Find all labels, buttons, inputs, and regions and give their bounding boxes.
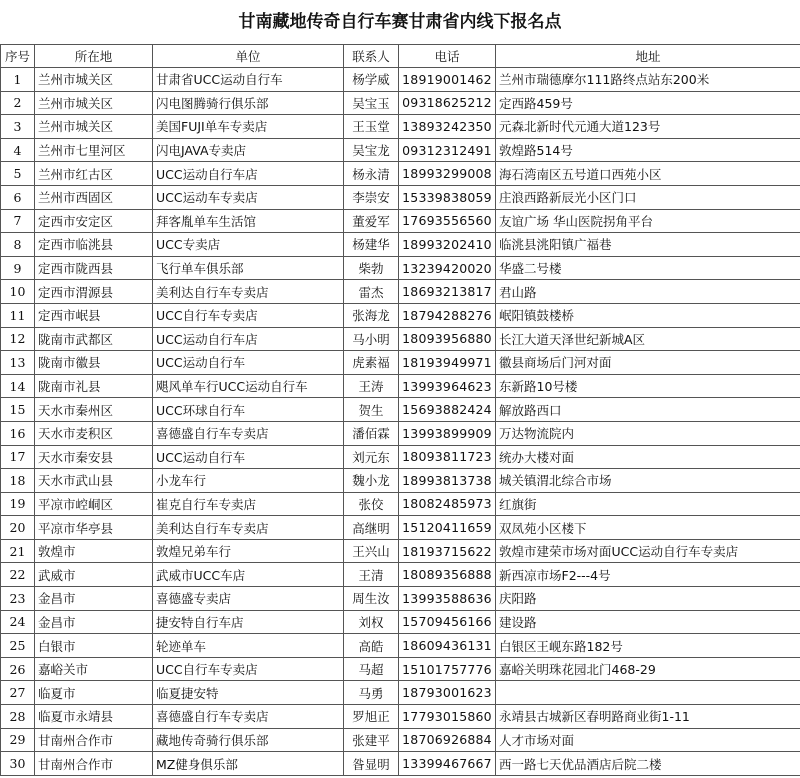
seq-cell: 11 [1, 303, 35, 327]
address-cell: 友谊广场 华山医院拐角平台 [496, 209, 800, 233]
contact-cell: 潘佰霖 [344, 421, 399, 445]
phone-cell: 18993202410 [399, 233, 496, 257]
phone-cell: 09318625212 [399, 91, 496, 115]
unit-cell: UCC运动车专卖店 [153, 185, 344, 209]
unit-cell: 捷安特自行车店 [153, 610, 344, 634]
phone-cell: 18793001623 [399, 681, 496, 705]
table-row [1, 516, 800, 540]
address-cell: 新西凉市场F2---4号 [496, 563, 800, 587]
location-cell: 兰州市城关区 [35, 115, 153, 139]
contact-cell: 贺生 [344, 398, 399, 422]
table-row [1, 138, 800, 162]
phone-cell: 18609436131 [399, 634, 496, 658]
location-cell: 天水市秦安县 [35, 445, 153, 469]
phone-cell: 18193715622 [399, 539, 496, 563]
location-cell: 甘南州合作市 [35, 752, 153, 776]
unit-cell: MZ健身俱乐部 [153, 752, 344, 776]
location-cell: 平凉市崆峒区 [35, 492, 153, 516]
table-row [1, 445, 800, 469]
phone-cell: 18193949971 [399, 351, 496, 375]
unit-cell: 美国FUJI单车专卖店 [153, 115, 344, 139]
table-row [1, 68, 800, 92]
location-cell: 定西市岷县 [35, 303, 153, 327]
table-row [1, 587, 800, 611]
contact-cell: 董爱军 [344, 209, 399, 233]
address-cell: 永靖县古城新区春明路商业街1-11 [496, 705, 800, 729]
contact-cell: 杨建华 [344, 233, 399, 257]
header-unit: 单位 [153, 45, 344, 68]
seq-cell: 10 [1, 280, 35, 304]
location-cell: 金昌市 [35, 610, 153, 634]
table-row [1, 681, 800, 705]
phone-cell: 15693882424 [399, 398, 496, 422]
table-row [1, 705, 800, 729]
unit-cell: 武威市UCC车店 [153, 563, 344, 587]
unit-cell: UCC专卖店 [153, 233, 344, 257]
table-row [1, 657, 800, 681]
location-cell: 天水市麦积区 [35, 421, 153, 445]
seq-cell: 9 [1, 256, 35, 280]
contact-cell: 张佼 [344, 492, 399, 516]
table-row [1, 610, 800, 634]
contact-cell: 刘元东 [344, 445, 399, 469]
address-cell [496, 681, 800, 705]
seq-cell: 19 [1, 492, 35, 516]
phone-cell: 15120411659 [399, 516, 496, 540]
unit-cell: 临夏捷安特 [153, 681, 344, 705]
seq-cell: 15 [1, 398, 35, 422]
table-row [1, 280, 800, 304]
phone-cell: 15101757776 [399, 657, 496, 681]
phone-cell: 13993588636 [399, 587, 496, 611]
address-cell: 兰州市瑞德摩尔111路终点站东200米 [496, 68, 800, 92]
unit-cell: 飞行单车俱乐部 [153, 256, 344, 280]
unit-cell: 敦煌兄弟车行 [153, 539, 344, 563]
location-cell: 兰州市红古区 [35, 162, 153, 186]
phone-cell: 18794288276 [399, 303, 496, 327]
table-row [1, 256, 800, 280]
address-cell: 人才市场对面 [496, 728, 800, 752]
address-cell: 统办大楼对面 [496, 445, 800, 469]
contact-cell: 马超 [344, 657, 399, 681]
address-cell: 嘉峪关明珠花园北门468-29 [496, 657, 800, 681]
location-cell: 临夏市永靖县 [35, 705, 153, 729]
contact-cell: 魏小龙 [344, 469, 399, 493]
location-cell: 定西市渭源县 [35, 280, 153, 304]
seq-cell: 29 [1, 728, 35, 752]
contact-cell: 杨永清 [344, 162, 399, 186]
contact-cell: 李崇安 [344, 185, 399, 209]
phone-cell: 13399467667 [399, 752, 496, 776]
header-contact: 联系人 [344, 45, 399, 68]
contact-cell: 吴宝龙 [344, 138, 399, 162]
contact-cell: 王涛 [344, 374, 399, 398]
seq-cell: 2 [1, 91, 35, 115]
seq-cell: 26 [1, 657, 35, 681]
phone-cell: 18089356888 [399, 563, 496, 587]
table-row [1, 185, 800, 209]
location-cell: 白银市 [35, 634, 153, 658]
contact-cell: 杨学威 [344, 68, 399, 92]
seq-cell: 20 [1, 516, 35, 540]
phone-cell: 18082485973 [399, 492, 496, 516]
contact-cell: 柴勃 [344, 256, 399, 280]
contact-cell: 昝显明 [344, 752, 399, 776]
address-cell: 华盛二号楼 [496, 256, 800, 280]
contact-cell: 王玉堂 [344, 115, 399, 139]
page-title: 甘南藏地传奇自行车赛甘肃省内线下报名点 [238, 12, 562, 32]
phone-cell: 18093956880 [399, 327, 496, 351]
unit-cell: UCC自行车专卖店 [153, 303, 344, 327]
table-row [1, 421, 800, 445]
contact-cell: 刘权 [344, 610, 399, 634]
seq-cell: 23 [1, 587, 35, 611]
unit-cell: 飓风单车行UCC运动自行车 [153, 374, 344, 398]
phone-cell: 13893242350 [399, 115, 496, 139]
phone-cell: 18093811723 [399, 445, 496, 469]
table-row [1, 469, 800, 493]
seq-cell: 5 [1, 162, 35, 186]
unit-cell: 喜德盛自行车专卖店 [153, 421, 344, 445]
location-cell: 陇南市武都区 [35, 327, 153, 351]
unit-cell: 崔克自行车专卖店 [153, 492, 344, 516]
location-cell: 嘉峪关市 [35, 657, 153, 681]
unit-cell: 闪电JAVA专卖店 [153, 138, 344, 162]
contact-cell: 雷杰 [344, 280, 399, 304]
contact-cell: 王兴山 [344, 539, 399, 563]
registration-points-table [0, 44, 800, 776]
location-cell: 甘南州合作市 [35, 728, 153, 752]
address-cell: 西一路七天优品酒店后院二楼 [496, 752, 800, 776]
phone-cell: 15709456166 [399, 610, 496, 634]
unit-cell: 甘肃省UCC运动自行车 [153, 68, 344, 92]
table-row [1, 351, 800, 375]
table-row [1, 563, 800, 587]
unit-cell: UCC运动自行车店 [153, 327, 344, 351]
table-row [1, 374, 800, 398]
phone-cell: 13993964623 [399, 374, 496, 398]
phone-cell: 17693556560 [399, 209, 496, 233]
table-row [1, 634, 800, 658]
location-cell: 兰州市城关区 [35, 68, 153, 92]
location-cell: 兰州市七里河区 [35, 138, 153, 162]
table-row [1, 728, 800, 752]
seq-cell: 7 [1, 209, 35, 233]
address-cell: 长江大道天泽世纪新城A区 [496, 327, 800, 351]
address-cell: 双凤苑小区楼下 [496, 516, 800, 540]
header-address: 地址 [496, 45, 800, 68]
address-cell: 君山路 [496, 280, 800, 304]
unit-cell: UCC运动自行车 [153, 351, 344, 375]
phone-cell: 18706926884 [399, 728, 496, 752]
phone-cell: 18993813738 [399, 469, 496, 493]
contact-cell: 马勇 [344, 681, 399, 705]
location-cell: 敦煌市 [35, 539, 153, 563]
phone-cell: 09312312491 [399, 138, 496, 162]
seq-cell: 12 [1, 327, 35, 351]
contact-cell: 王清 [344, 563, 399, 587]
address-cell: 岷阳镇鼓楼桥 [496, 303, 800, 327]
header-seq: 序号 [1, 45, 35, 68]
unit-cell: 喜德盛自行车专卖店 [153, 705, 344, 729]
seq-cell: 21 [1, 539, 35, 563]
location-cell: 平凉市华亭县 [35, 516, 153, 540]
unit-cell: 美利达自行车专卖店 [153, 516, 344, 540]
phone-cell: 18693213817 [399, 280, 496, 304]
seq-cell: 1 [1, 68, 35, 92]
contact-cell: 张海龙 [344, 303, 399, 327]
address-cell: 建设路 [496, 610, 800, 634]
address-cell: 海石湾南区五号道口西苑小区 [496, 162, 800, 186]
unit-cell: 藏地传奇骑行俱乐部 [153, 728, 344, 752]
contact-cell: 高皓 [344, 634, 399, 658]
seq-cell: 28 [1, 705, 35, 729]
address-cell: 城关镇渭北综合市场 [496, 469, 800, 493]
location-cell: 陇南市徽县 [35, 351, 153, 375]
contact-cell: 罗旭正 [344, 705, 399, 729]
unit-cell: UCC环球自行车 [153, 398, 344, 422]
phone-cell: 18993299008 [399, 162, 496, 186]
address-cell: 临洮县洮阳镇广福巷 [496, 233, 800, 257]
seq-cell: 3 [1, 115, 35, 139]
contact-cell: 马小明 [344, 327, 399, 351]
contact-cell: 高继明 [344, 516, 399, 540]
address-cell: 庆阳路 [496, 587, 800, 611]
location-cell: 天水市武山县 [35, 469, 153, 493]
seq-cell: 14 [1, 374, 35, 398]
table-header-row [1, 45, 800, 68]
seq-cell: 30 [1, 752, 35, 776]
header-phone: 电话 [399, 45, 496, 68]
phone-cell: 13239420020 [399, 256, 496, 280]
table-row [1, 303, 800, 327]
contact-cell: 虎素福 [344, 351, 399, 375]
address-cell: 敦煌市建荣市场对面UCC运动自行车专卖店 [496, 539, 800, 563]
seq-cell: 22 [1, 563, 35, 587]
contact-cell: 张建平 [344, 728, 399, 752]
location-cell: 临夏市 [35, 681, 153, 705]
address-cell: 元森北新时代元通大道123号 [496, 115, 800, 139]
location-cell: 定西市安定区 [35, 209, 153, 233]
unit-cell: 拜客胤单车生活馆 [153, 209, 344, 233]
unit-cell: UCC运动自行车 [153, 445, 344, 469]
unit-cell: 轮迹单车 [153, 634, 344, 658]
table-row [1, 162, 800, 186]
seq-cell: 16 [1, 421, 35, 445]
table-row [1, 233, 800, 257]
table-row [1, 115, 800, 139]
seq-cell: 8 [1, 233, 35, 257]
unit-cell: 闪电图腾骑行俱乐部 [153, 91, 344, 115]
unit-cell: UCC自行车专卖店 [153, 657, 344, 681]
seq-cell: 24 [1, 610, 35, 634]
phone-cell: 17793015860 [399, 705, 496, 729]
location-cell: 定西市陇西县 [35, 256, 153, 280]
location-cell: 金昌市 [35, 587, 153, 611]
table-row [1, 539, 800, 563]
address-cell: 庄浪西路新辰光小区门口 [496, 185, 800, 209]
table-row [1, 492, 800, 516]
phone-cell: 15339838059 [399, 185, 496, 209]
address-cell: 白银区王岘东路182号 [496, 634, 800, 658]
unit-cell: UCC运动自行车店 [153, 162, 344, 186]
address-cell: 解放路西口 [496, 398, 800, 422]
seq-cell: 13 [1, 351, 35, 375]
location-cell: 天水市秦州区 [35, 398, 153, 422]
table-row [1, 327, 800, 351]
location-cell: 兰州市西固区 [35, 185, 153, 209]
seq-cell: 6 [1, 185, 35, 209]
contact-cell: 周生汝 [344, 587, 399, 611]
address-cell: 万达物流院内 [496, 421, 800, 445]
seq-cell: 4 [1, 138, 35, 162]
seq-cell: 27 [1, 681, 35, 705]
unit-cell: 喜德盛专卖店 [153, 587, 344, 611]
table-row [1, 209, 800, 233]
address-cell: 定西路459号 [496, 91, 800, 115]
location-cell: 武威市 [35, 563, 153, 587]
location-cell: 陇南市礼县 [35, 374, 153, 398]
address-cell: 徽县商场后门河对面 [496, 351, 800, 375]
table-row [1, 398, 800, 422]
table-row [1, 91, 800, 115]
phone-cell: 18919001462 [399, 68, 496, 92]
contact-cell: 吴宝玉 [344, 91, 399, 115]
location-cell: 定西市临洮县 [35, 233, 153, 257]
seq-cell: 17 [1, 445, 35, 469]
seq-cell: 25 [1, 634, 35, 658]
table-row [1, 752, 800, 776]
seq-cell: 18 [1, 469, 35, 493]
header-location: 所在地 [35, 45, 153, 68]
address-cell: 敦煌路514号 [496, 138, 800, 162]
location-cell: 兰州市城关区 [35, 91, 153, 115]
phone-cell: 13993899909 [399, 421, 496, 445]
address-cell: 红旗街 [496, 492, 800, 516]
unit-cell: 美利达自行车专卖店 [153, 280, 344, 304]
address-cell: 东新路10号楼 [496, 374, 800, 398]
unit-cell: 小龙车行 [153, 469, 344, 493]
